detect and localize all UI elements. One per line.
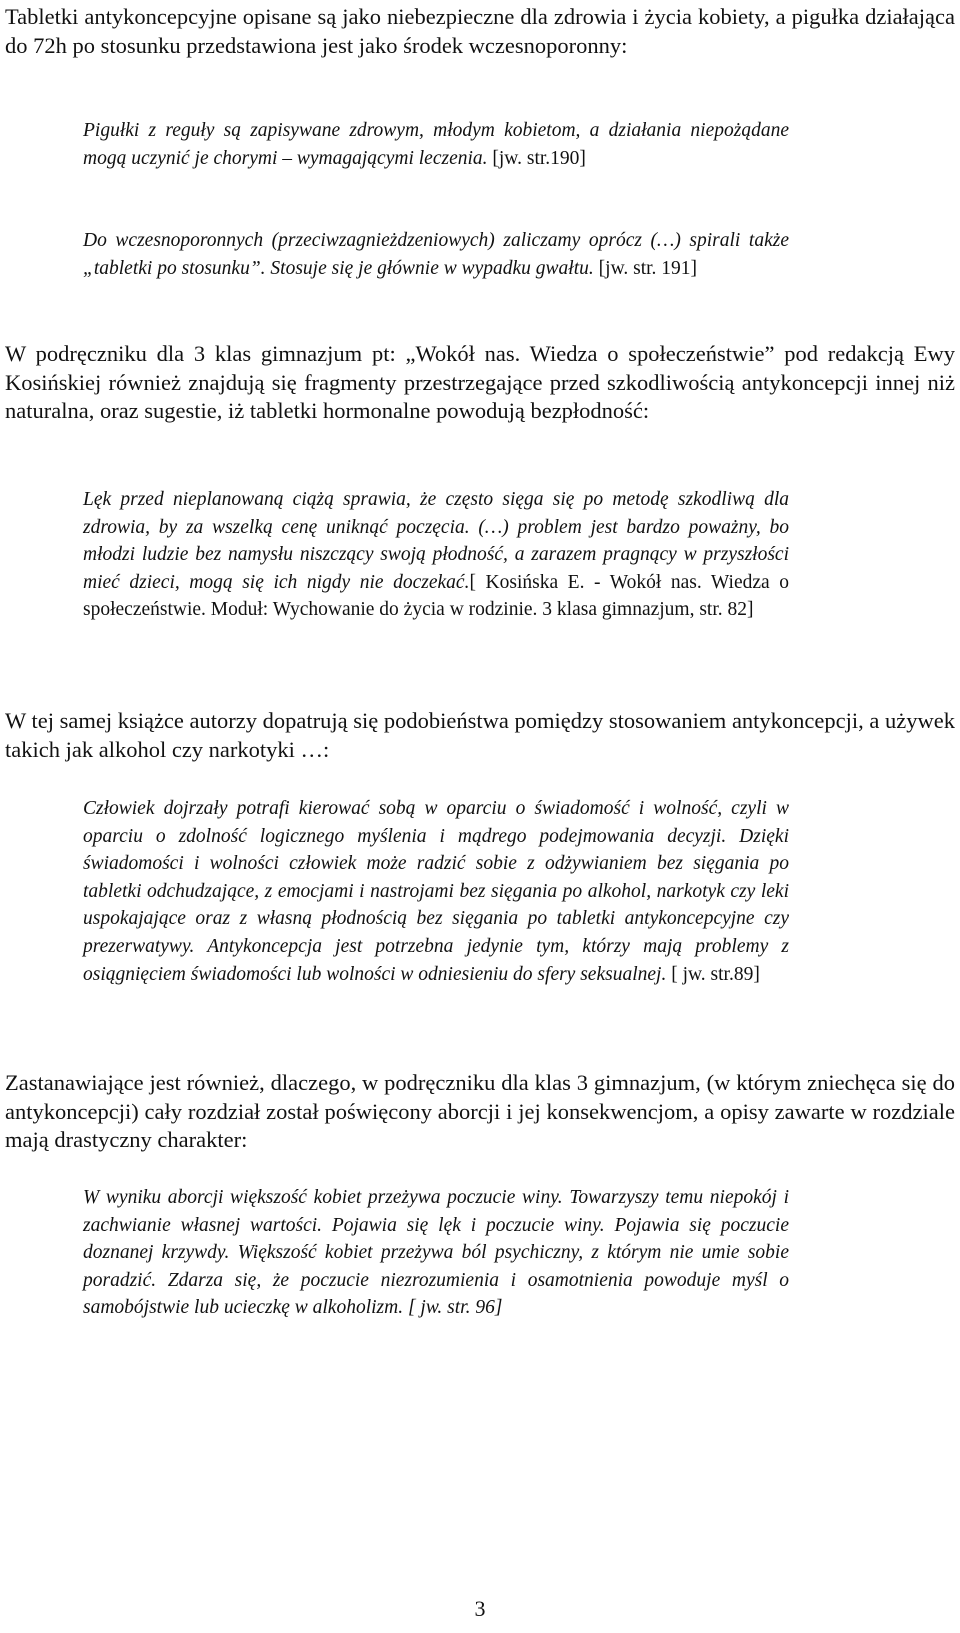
quote-reference: [jw. str.190] <box>487 147 586 169</box>
quote-pills-side-effects <box>83 117 789 172</box>
paragraph-abortion-chapter: Zastanawiające jest również, dlaczego, w podręczniku dla klas 3 gimnazjum, (w którym zniechęca się do antykoncepcji) cały rozdział został poświęcony aborcji i jej konsekwencjom, a opisy zawarte w rozdziale mają drastyczny charakter: <box>5 1070 955 1153</box>
quote-mature-person <box>83 795 789 988</box>
quote-text: Człowiek dojrzały potrafi kierować sobą w oparciu o świadomość i wolność, czyli w oparciu o zdolność logicznego myślenia i mądrego podejmowania decyzji. Dzięki świadomości i wolności człowiek może radzić sobie z odżywianiem bez sięgania po tabletki odchudzające, z emocjami i nastrojami bez sięgania po alkohol, narkotyk czy leki uspokajające oraz z własną płodnością bez sięgania po tabletki antykoncepcyjne czy prezerwatywy. Antykoncepcja jest potrzebna jedynie tym, którzy mają problemy z osiągnięciem świadomości lub wolności w odniesieniu do sfery seksualnej. <box>83 798 789 985</box>
quote-text: W wyniku aborcji większość kobiet przeżywa poczucie winy. Towarzyszy temu niepokój i zachwianie własnej wartości. Pojawia się lęk i poczucie winy. Pojawia się poczucie doznanej krzywdy. Większość kobiet przeżywa ból psychiczny, z którym nie umie sobie poradzić. Zdarza się, że poczucie niezrozumienia i osamotnienia powoduje myśl o samobójstwie lub ucieczkę w alkoholizm. [ jw. str. 96] <box>83 1187 789 1319</box>
paragraph-contraception-intro: Tabletki antykoncepcyjne opisane są jako niebezpieczne dla zdrowia i życia kobiety, a pigułka działająca do 72h po stosunku przedstawiona jest jako środek wczesnoporonny: <box>5 4 955 58</box>
quote-reference: [ jw. str.89] <box>666 963 760 985</box>
paragraph-textbook-intro: W podręczniku dla 3 klas gimnazjum pt: „Wokół nas. Wiedza o społeczeństwie” pod redakcją Ewy Kosińskiej również znajdują się fragmenty przestrzegające przed szkodliwością antykoncepcji innej niż naturalna, oraz sugestie, iż tabletki hormonalne powodują bezpłodność: <box>5 341 955 424</box>
quote-abortion-consequences <box>83 1184 789 1322</box>
quote-reference: [ Kosińska E. - Wokół nas. Wiedza o społeczeństwie. Moduł: Wychowanie do życia w rodzinie. 3 klasa gimnazjum, str. 82] <box>83 571 789 621</box>
page-number: 3 <box>474 1596 486 1621</box>
quote-emergency-contraception <box>83 227 789 282</box>
quote-fear-of-pregnancy <box>83 486 789 624</box>
quote-text: Lęk przed nieplanowaną ciążą sprawia, że często sięga się po metodę szkodliwą dla zdrowia, by za wszelką cenę uniknąć poczęcia. (…) problem jest bardzo poważny, bo młodzi ludzie bez namysłu niszczący swoją płodność, a zarazem pragnący w przyszłości mieć dzieci, mogą się ich nigdy nie doczekać. <box>83 489 789 593</box>
quote-reference: [jw. str. 191] <box>593 257 698 279</box>
quote-text: Do wczesnoporonnych (przeciwzagnieżdzeniowych) zaliczamy oprócz (…) spirali także „tabletki po stosunku”. Stosuje się je głównie w wypadku gwałtu. <box>83 230 789 279</box>
quote-text: Pigułki z reguły są zapisywane zdrowym, młodym kobietom, a działania niepożądane mogą uczynić je chorymi – wymagającymi leczenia. <box>83 120 789 169</box>
paragraph-contraception-vs-drugs: W tej samej książce autorzy dopatrują się podobieństwa pomiędzy stosowaniem antykoncepcji, a używek takich jak alkohol czy narkotyki …: <box>5 708 955 762</box>
